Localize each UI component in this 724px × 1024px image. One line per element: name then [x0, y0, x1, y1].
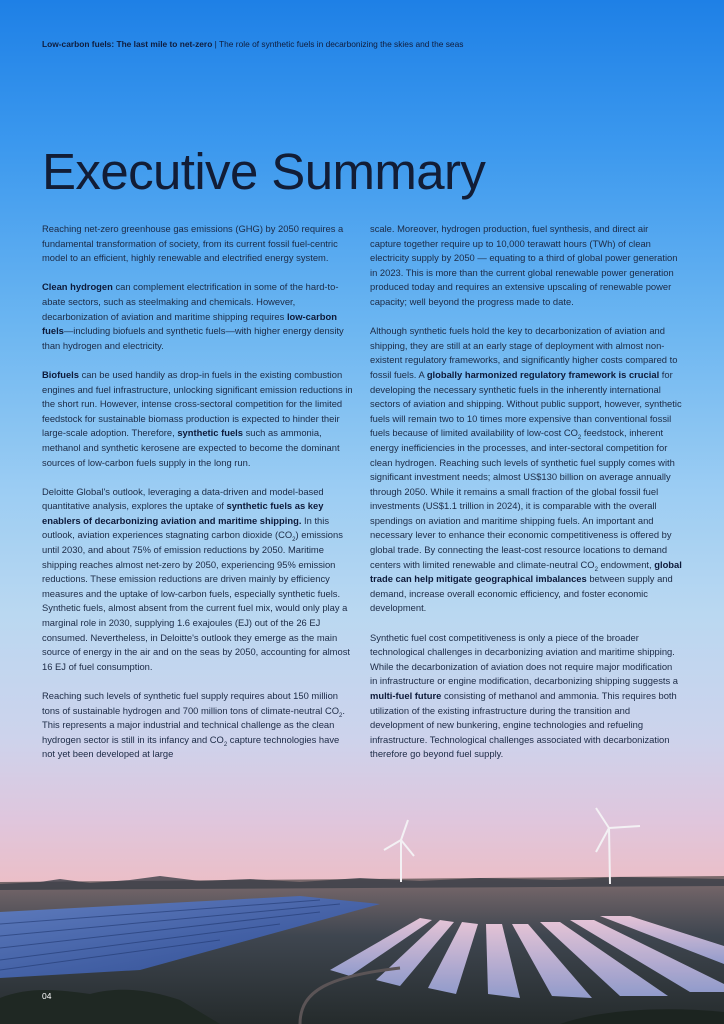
paragraph — [42, 485, 354, 675]
paragraph: scale. Moreover, hydrogen production, fuel synthesis, and direct air capture together require up to 10,000 terawatt hours (TWh) of clean electricity supply by 2050 — equating to a third of global power generation in 2023. This is more than the current global renewable power generation produced today and requires an extensive upscaling of renewable power capacity; well beyond the progress made to date. — [370, 223, 678, 307]
paragraph — [370, 324, 682, 616]
report-title: Low-carbon fuels: The last mile to net-zero — [42, 39, 213, 49]
subscript: 2 — [223, 741, 228, 748]
text: capture technologies have not yet been developed at large — [42, 733, 340, 760]
paragraph: Reaching net-zero greenhouse gas emissions (GHG) by 2050 requires a fundamental transformation of society, from its current fossil fuel-centric model to an efficient, highly renewable and electrified energy system. — [42, 223, 344, 264]
paragraph — [42, 368, 354, 470]
emphasis: globally harmonized regulatory framework is crucial — [426, 368, 660, 380]
right-column — [370, 222, 682, 777]
text: between supply and demand, increase overall economic efficiency, and foster economic development. — [370, 573, 673, 614]
text: Although synthetic fuels hold the key to decarbonization of aviation and shipping, they are still at an early stage of deployment with almost non-existent regulatory frameworks, and significantly higher costs compared to fossil fuels. A — [370, 325, 678, 380]
emphasis: global trade can help mitigate geographical imbalances — [370, 558, 682, 585]
text: can complement electrification in some of the hard-to-abate sectors, such as steelmaking and chemicals. However, decarbonization of aviation and maritime shipping requires — [42, 281, 339, 322]
text: consisting of methanol and ammonia. This requires both utilization of the existing infrastructure during the transition and development of new bunkering, engine technologies and refueling infrastructure. Technological challenges associated with decarbonization therefore go beyond fuel supply. — [370, 690, 677, 760]
text: . This represents a major industrial and technical challenge as the clean hydrogen sector is still in its infancy and CO — [42, 704, 345, 745]
text: ) emissions until 2030, and about 75% of emission reductions by 2050. Maritime shipping reaches almost net-zero by 2050, experiencing 95% emission reductions. These emission reductions are driven mainly by efficiency measures and the uptake of low-carbon fuels, especially synthetic fuels. Synthetic fuels, almost absent from the current fuel mix, would only play a marginal role in 2030, supplying 1.6 exajoules (EJ) out of the 26 EJ consumed. Nevertheless, in Deloitte's outlook they emerge as the main source of energy in the air and on the seas by 2050, accounting for almost 16 EJ of fuel consumption. — [42, 529, 351, 672]
wind-turbine — [596, 808, 640, 884]
paragraph — [370, 631, 682, 762]
subscript: 2 — [339, 712, 343, 719]
text: endowment, — [597, 558, 655, 570]
page-number: 04 — [42, 991, 52, 1001]
emphasis: low-carbon fuels — [42, 310, 337, 337]
emphasis: Clean hydrogen — [42, 281, 113, 293]
text: for developing the necessary synthetic fuels in the inherently international sectors of aviation and shipping. Without public support, however, synthetic fuels will remain two to 10 times more expensive than conventional fossil fuels because of limited availability of low-cost CO — [370, 368, 682, 439]
emphasis: synthetic fuels as key enablers of decarbonizing aviation and maritime shipping. — [42, 500, 324, 526]
subscript: 2 — [577, 435, 582, 442]
emphasis: multi-fuel future — [370, 690, 442, 701]
running-header — [42, 39, 463, 49]
emphasis: synthetic fuels — [177, 427, 243, 439]
report-subtitle: The role of synthetic fuels in decarbonizing the skies and the seas — [219, 39, 464, 49]
page-title: Executive Summary — [42, 143, 486, 200]
text: Synthetic fuel cost competitiveness is only a piece of the broader technological challenges in decarbonizing aviation and maritime shipping. While the decarbonization of aviation does not require major modification in infrastructure or engine modification, decarbonizing shipping suggests a — [370, 631, 678, 687]
paragraph — [42, 280, 354, 353]
emphasis: Biofuels — [42, 368, 79, 380]
text: —including biofuels and synthetic fuels—with higher energy density than hydrogen and electricity. — [42, 325, 344, 351]
wind-turbine — [384, 820, 414, 882]
text: In this outlook, aviation experiences stagnating carbon dioxide (CO — [42, 514, 330, 541]
text: can be used handily as drop-in fuels in the existing combustion engines and fuel infrastructure, unlocking significant emission reductions in the short run. However, intense cross-sectoral competition for the limited feedstock for sustainable biomass production is expected to hinder their large-scale adoption. Therefore, — [42, 368, 353, 439]
text: Reaching such levels of synthetic fuel supply requires about 150 million tons of sustainable hydrogen and 700 million tons of climate-neutral CO — [42, 690, 340, 716]
header-separator: | — [214, 39, 217, 49]
paragraph — [42, 689, 354, 762]
subscript: 2 — [594, 566, 598, 573]
solar-farm-landscape — [0, 800, 724, 1024]
subscript: 2 — [292, 537, 296, 544]
text: Deloitte Global's outlook, leveraging a data-driven and model-based quantitative analysis, explores the uptake of — [42, 485, 324, 512]
text: feedstock, inherent energy inefficiencies in the processes, and inter-sectoral competition for clean hydrogen. Reaching such levels of synthetic fuel supply comes with significant investment needs; almost US$130 billion on average annually through 2050. While it remains a small fraction of the global fossil fuel investments (US$1.1 trillion in 2024), it is comparable with the overall spendings on aviation and maritime shipping fuels. An important and necessary lever to enhance their economic competitiveness is offered by global trade. By connecting the least-cost resource locations to demand centers with limited renewable and climate-neutral CO — [370, 427, 675, 570]
text: such as ammonia, methanol and synthetic kerosene are expected to become the dominant sources of low-carbon fuels supply in the long run. — [42, 427, 340, 468]
left-column — [42, 222, 354, 777]
